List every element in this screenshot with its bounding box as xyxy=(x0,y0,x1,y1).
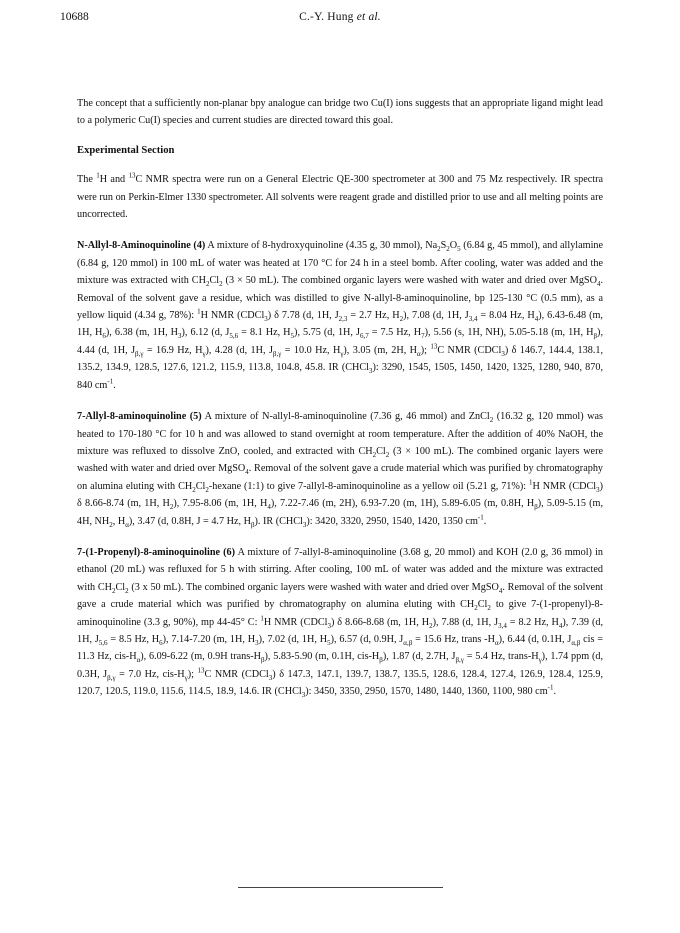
text: cis = 11.3 Hz, cis-H xyxy=(77,633,604,663)
sub: 2 xyxy=(385,450,390,459)
sub: 7 xyxy=(421,332,425,341)
paragraph-compound-6 xyxy=(77,544,603,701)
text: A mixture of 7-allyl-8-aminoquinoline (3.68 g, 20 mmol) and KOH (2.0 g, 36 mmol) in ethanol (20 mL) was refluxed for 5 h with stirring. After cooling, 100 mL of water was added and the mixture was extracted with CH xyxy=(77,546,603,593)
text: = 16.9 Hz, H xyxy=(143,344,203,356)
sub: 5,6 xyxy=(98,639,108,647)
sub: γ xyxy=(538,656,542,665)
sub: 5,6 xyxy=(229,332,239,341)
sub: β,γ xyxy=(107,673,116,682)
text: (6.84 g, 45 mmol), and allylamine (6.84 g, 120 mmol) in 100 mL of water was heated at 170 °C for 24 h in a steel bomb. After cooling, water was added and the mixture was extracted with CH xyxy=(77,240,604,287)
sup: 13 xyxy=(197,666,205,675)
text: = 15.6 Hz, trans -H xyxy=(412,633,495,645)
sub: 2 xyxy=(192,485,196,494)
sub: 3 xyxy=(264,315,268,324)
sup: -1 xyxy=(547,683,554,692)
text: Cl xyxy=(477,599,488,611)
running-head-etal: et al. xyxy=(356,11,381,23)
sub: 4 xyxy=(245,468,249,477)
text: -hexane (1:1) to give 7-allyl-8-aminoquinoline as a yellow oil (5.21 g, 71%): xyxy=(208,480,530,492)
sub: α xyxy=(417,349,421,358)
sub: α,β xyxy=(403,639,413,647)
text: S xyxy=(440,240,447,252)
text: ), 6.12 (d, J xyxy=(181,327,230,339)
sub: β xyxy=(250,520,255,529)
text: . xyxy=(113,379,116,391)
sub: 4 xyxy=(558,621,563,630)
sub: 2 xyxy=(429,621,433,630)
sup: 1 xyxy=(529,478,533,487)
text: (3 x 50 mL). The combined organic layers were washed with water and dried over MgSO xyxy=(128,581,499,593)
text: ), 4.44 (d, 1H, J xyxy=(77,327,603,356)
text: ), 6.43-6.48 (m, 1H, H xyxy=(77,310,603,339)
sub: 2 xyxy=(205,485,209,494)
sup: 13 xyxy=(128,171,136,180)
page-number: 10688 xyxy=(60,11,89,23)
text: ) δ 8.66-8.68 (m, 1H, H xyxy=(330,616,430,628)
sub: 2 xyxy=(489,416,494,425)
sub: 3 xyxy=(369,367,373,376)
text: ), 5.83-5.90 (m, 0.1H, cis-H xyxy=(264,651,380,663)
text: ) δ 8.66-8.74 (m, 1H, H xyxy=(77,480,604,510)
sub: β xyxy=(260,656,265,665)
compound-6-title: 7-(1-Propenyl)-8-aminoquinoline (6) xyxy=(77,546,236,558)
sub: β xyxy=(379,656,383,665)
sub: 6 xyxy=(159,639,163,647)
sup: 1 xyxy=(197,307,201,316)
paper-body xyxy=(77,95,603,701)
paragraph-compound-4 xyxy=(77,237,603,394)
running-head xyxy=(0,11,680,23)
text: = 8.04 Hz, H xyxy=(477,310,535,322)
text: ) δ 146.7, 144.4, 138.1, 135.2, 134.9, 128.5, 127.6, 121.2, 115.9, 113.8, 104.8, 45.8. IR (CHCl xyxy=(77,344,604,374)
text: = 7.0 Hz, cis-H xyxy=(115,668,185,680)
sub: 3 xyxy=(178,332,182,341)
text: ) δ 7.78 (d, 1H, J xyxy=(267,310,339,322)
paragraph-general-methods xyxy=(77,171,603,223)
sub: 2 xyxy=(112,586,116,595)
sup: -1 xyxy=(477,513,484,522)
text: = 2.7 Hz, H xyxy=(347,310,400,322)
text: ), 6.09-6.22 (m, 0.9H trans-H xyxy=(140,651,261,663)
text: Cl xyxy=(195,480,206,492)
text: ), 7.02 (d, 1H, H xyxy=(258,633,328,645)
sub: 6 xyxy=(102,332,106,341)
sub: 2 xyxy=(446,245,450,254)
text: to give 7-(1-propenyl)-8-aminoquinoline (3.3 g, 90%), mp 44-45° C: xyxy=(77,599,603,628)
text: ); xyxy=(420,344,431,356)
text: (3 × 50 mL). The combined organic layers were washed with water and dried over MgSO xyxy=(222,275,597,287)
text: = 8.2 Hz, H xyxy=(506,616,559,628)
text: ). IR (CHCl xyxy=(254,515,303,527)
sub: α xyxy=(125,520,129,529)
text: ), 7.22-7.46 (m, 2H), 6.93-7.20 (m, 1H), 5.89-6.05 (m, 0.8H, H xyxy=(270,498,535,510)
sub: 3,4 xyxy=(468,315,478,324)
sub: 3 xyxy=(255,639,259,647)
sub: β xyxy=(593,332,598,341)
text: Cl xyxy=(209,275,220,287)
sup: -1 xyxy=(107,377,114,386)
sub: α xyxy=(136,656,141,665)
sup: 13 xyxy=(430,342,438,351)
text: ), 4.28 (d, 1H, J xyxy=(205,344,273,356)
sub: α xyxy=(494,639,499,647)
sub: β,γ xyxy=(455,656,464,665)
sub: β,γ xyxy=(272,349,282,358)
section-heading-experimental: Experimental Section xyxy=(77,144,175,156)
sub: 3 xyxy=(501,349,505,358)
text: = 7.5 Hz, H xyxy=(368,327,422,339)
compound-5-title: 7-Allyl-8-aminoquinoline (5) xyxy=(77,411,202,423)
sub: 5 xyxy=(457,245,461,254)
sub: 5 xyxy=(290,332,295,341)
text: C NMR (CDCl xyxy=(204,668,269,680)
sub: γ xyxy=(184,673,188,682)
text: ), 3.47 (d, 0.8H, J = 4.7 Hz, H xyxy=(128,515,251,527)
text: ), 6.38 (m, 1H, H xyxy=(105,327,179,339)
text: H NMR (CDCl xyxy=(532,480,597,492)
sub: 3,4 xyxy=(498,621,507,630)
sub: 4 xyxy=(498,586,503,595)
intro-paragraph: The concept that a sufficiently non-planar bpy analogue can bridge two Cu(I) ions suggests that an appropriate ligand might lead to a polymeric Cu(I) species and current studies are directed toward this goal. xyxy=(77,98,603,127)
text: ), 5.75 (d, 1H, J xyxy=(294,327,360,339)
sub: 3 xyxy=(327,621,331,630)
footer-rule xyxy=(238,887,443,888)
sub: 5 xyxy=(327,639,331,647)
sub: 2 xyxy=(109,520,113,529)
text: = 8.1 Hz, H xyxy=(238,327,291,339)
text: ): 3450, 3350, 2950, 1570, 1480, 1440, 1360, 1100, 980 cm xyxy=(305,686,548,698)
sub: 2 xyxy=(474,604,478,613)
sub: 6,7 xyxy=(359,332,369,341)
text: ), 6.44 (d, 0.1H, J xyxy=(498,633,572,645)
text: The xyxy=(77,174,97,186)
text: , H xyxy=(112,515,126,527)
sub: 2 xyxy=(219,280,223,289)
sub: 4 xyxy=(534,315,539,324)
text: ), 5.56 (s, 1H, NH), 5.05-5.18 (m, 1H, H xyxy=(424,327,594,339)
text: C NMR spectra were run on a General Electric QE-300 spectrometer at 300 and 75 Mz respectively. IR spectra were run on Perkin-Elmer 1330 spectrometer. All solvents were reagent grade and distilled prior to use and all melting points are uncorrected. xyxy=(77,174,603,221)
text: ), 7.95-8.06 (m, 1H, H xyxy=(173,498,268,510)
text: ), 5.09-5.15 (m, 4H, NH xyxy=(77,498,604,527)
text: ) δ 147.3, 147.1, 139.7, 138.7, 135.5, 128.6, 128.4, 127.4, 126.9, 128.4, 125.9, 120.7, 120.5, 119.0, 115.6, 114.5, 18.9, 14.6. IR (CHCl xyxy=(77,668,603,698)
text: (16.32 g, 120 mmol) was heated to 170-180 °C for 10 h and was allowed to stand overnight at room temperature. After the addition of 40% NaOH, the mixture was refluxed to dissolve ZnO, cooled, and extracted with CH xyxy=(77,411,603,457)
sub: 2,3 xyxy=(338,315,348,324)
text: (3 × 100 mL). The combined organic layers were washed with water and dried over MgSO xyxy=(77,445,603,475)
text: ): 3290, 1545, 1505, 1450, 1420, 1325, 1280, 940, 870, 840 cm xyxy=(77,362,603,391)
sub: 2 xyxy=(372,450,377,459)
text: ), 6.57 (d, 0.9H, J xyxy=(330,633,404,645)
sub: 2 xyxy=(169,503,174,512)
sub: 2 xyxy=(487,604,491,613)
text: ); xyxy=(187,668,198,680)
text: ), 1.74 ppm (d, 0.3H, J xyxy=(77,651,603,680)
sub: 2 xyxy=(437,245,441,254)
text: H NMR (CDCl xyxy=(263,616,328,628)
text: ), 7.08 (d, 1H, J xyxy=(403,310,469,322)
text: A mixture of 8-hydroxyquinoline (4.35 g, 30 mmol), Na xyxy=(205,240,438,252)
sub: 2 xyxy=(399,315,404,324)
sub: 2 xyxy=(205,280,210,289)
sub: 2 xyxy=(125,586,129,595)
text: = 10.0 Hz, H xyxy=(281,344,341,356)
sub: γ xyxy=(202,349,206,358)
text: H and xyxy=(99,174,129,186)
sub: 3 xyxy=(596,485,600,494)
sub: 3 xyxy=(302,520,307,529)
text: . Removal of the solvent gave a crude material which was purified by chromatography on alumina eluting with CH xyxy=(77,463,604,492)
sub: 3 xyxy=(268,673,273,682)
text: . Removal of the solvent gave a residue, which was distilled to give N-allyl-8-aminoquinoline, bp 125-130 °C (0.5 mm), as a yellow liquid (4.34 g, 78%): xyxy=(77,275,603,322)
sup: 1 xyxy=(260,614,264,623)
text: Cl xyxy=(376,445,386,457)
text: A mixture of N-allyl-8-aminoquinoline (7.36 g, 46 mmol) and ZnCl xyxy=(201,411,490,423)
text: = 5.4 Hz, trans-H xyxy=(463,651,539,663)
text: ), 7.14-7.20 (m, 1H, H xyxy=(162,633,256,645)
text: ), 3.05 (m, 2H, H xyxy=(343,344,418,356)
text: C NMR (CDCl xyxy=(437,344,502,356)
sub: 4 xyxy=(596,280,601,289)
text: ), 7.39 (d, 1H, J xyxy=(77,616,603,645)
text: ), 1.87 (d, 2.7H, J xyxy=(382,651,456,663)
text: = 8.5 Hz, H xyxy=(107,633,160,645)
text: Cl xyxy=(115,581,126,593)
running-head-author: C.-Y. Hung xyxy=(299,11,354,23)
text: H NMR (CDCl xyxy=(200,310,265,322)
text: ), 7.88 (d, 1H, J xyxy=(432,616,499,628)
sub: β xyxy=(534,503,538,512)
sub: 4 xyxy=(267,503,271,512)
sup: 1 xyxy=(96,171,100,180)
text: . Removal of the solvent gave a crude material which was purified by chromatography on alumina eluting with CH xyxy=(77,581,604,611)
text: . xyxy=(483,515,487,527)
sub: γ xyxy=(340,349,344,358)
compound-4-title: N-Allyl-8-Aminoquinoline (4) xyxy=(77,240,206,252)
paragraph-compound-5 xyxy=(77,408,603,530)
text: . xyxy=(553,686,557,698)
sub: α,β xyxy=(571,639,581,647)
sub: 3 xyxy=(301,691,306,700)
text: O xyxy=(449,240,458,252)
sub: β,γ xyxy=(135,349,144,358)
text: ): 3420, 3320, 2950, 1540, 1420, 1350 cm xyxy=(306,515,478,527)
